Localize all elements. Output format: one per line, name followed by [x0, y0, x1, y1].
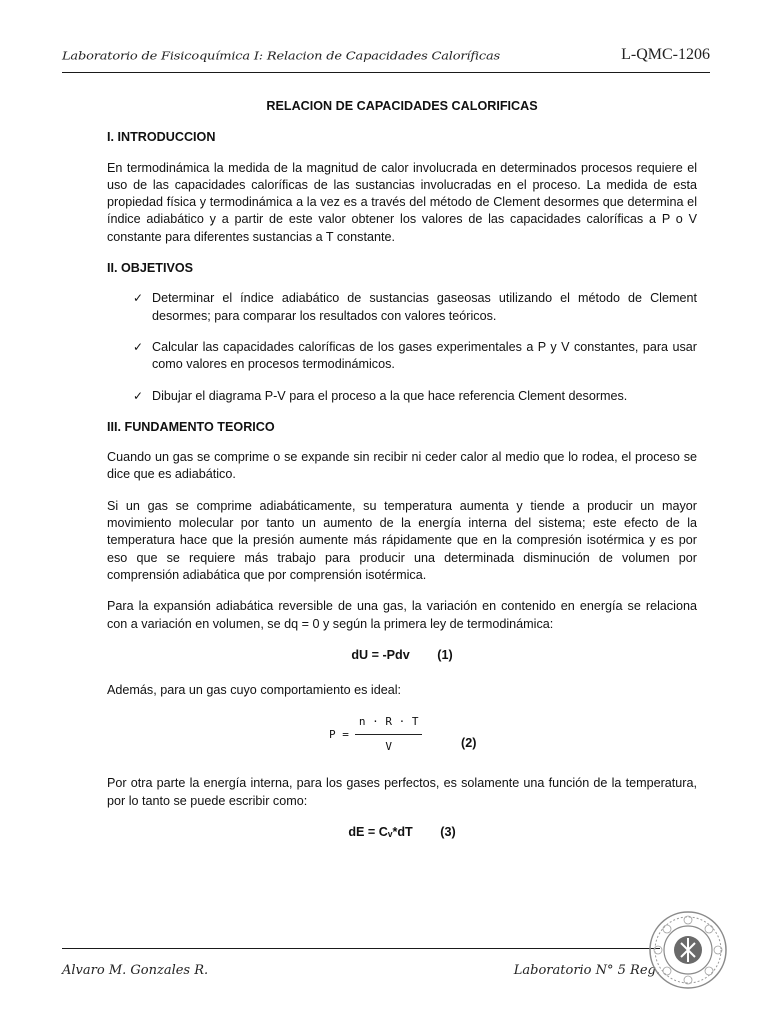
objective-item: [133, 290, 697, 325]
theory-paragraph-3: Para la expansión adiabática reversible de una gas, la variación en contenido en energía se relaciona con a variación en volumen, se dq = 0 y según la primera ley de termodinámica:: [107, 599, 697, 631]
footer-lab-number: Laboratorio N° 5 Reg.: [513, 963, 660, 978]
check-icon: ✓: [133, 388, 144, 403]
theory-paragraph-1: Cuando un gas se comprime o se expande sin recibir ni ceder calor al medio que lo rodea, el proceso se dice que es adiabático.: [107, 450, 697, 482]
equation-2-lhs: P =: [329, 727, 349, 741]
check-icon: ✓: [133, 291, 144, 306]
equation-2-denominator: V: [385, 739, 392, 753]
page-footer: [62, 948, 660, 983]
theory-paragraph-5: Por otra parte la energía interna, para los gases perfectos, es solamente una función de la temperatura, por lo tanto se puede escribir como:: [107, 776, 697, 808]
university-seal-icon: [648, 910, 728, 990]
section-heading-objetivos: II. OBJETIVOS: [107, 261, 194, 276]
document-title: RELACION DE CAPACIDADES CALORIFICAS: [266, 99, 538, 113]
footer-author: Alvaro M. Gonzales R.: [62, 963, 209, 978]
equation-2-formula: [329, 713, 422, 755]
section-heading-fundamento-teorico: III. FUNDAMENTO TEORICO: [107, 419, 275, 434]
intro-paragraph: En termodinámica la medida de la magnitud de calor involucrada en determinados procesos requiere el uso de las capacidades caloríficas de las sustancias involucradas en el proceso. La medida de esta propiedad física y termodinámica a la vez es a través del método de Clement desormes que determina el índice adiabático y a partir de este valor obtener los valores de las capacidades caloríficas a P o V constante para diferentes sustancias a T constante.: [107, 160, 697, 244]
objective-text: Calcular las capacidades caloríficas de los gases experimentales a P y V constantes, para usar como valores en procesos termodinámicos.: [152, 339, 697, 372]
equation-1-number: (1): [437, 647, 453, 662]
header-course-code: L-QMC-1206: [621, 46, 710, 63]
objective-item: [133, 388, 697, 405]
objective-text: Dibujar el diagrama P-V para el proceso a la que hace referencia Clement desormes.: [152, 388, 628, 403]
equation-1-expression: dU = -Pdv: [351, 647, 410, 662]
check-icon: ✓: [133, 339, 144, 354]
objectives-list: [107, 290, 697, 404]
equation-2-numerator: n · R · T: [355, 713, 423, 734]
objective-item: [133, 339, 697, 374]
equation-3-expression: dE = Cᵥ*dT: [348, 825, 413, 840]
section-heading-introduccion: I. INTRODUCCION: [107, 130, 216, 145]
equation-2-fraction: [355, 713, 423, 755]
equation-3: [107, 824, 697, 841]
objective-text: Determinar el índice adiabático de sustancias gaseosas utilizando el método de Clement desormes; para comparar los resultados con valores teóricos.: [152, 291, 697, 323]
header-course-title: Laboratorio de Fisicoquímica I: Relacion de Capacidades Caloríficas: [62, 50, 501, 63]
equation-3-number: (3): [440, 825, 456, 840]
equation-1: [107, 647, 697, 664]
document-body: [107, 98, 697, 859]
equation-2: [107, 709, 697, 761]
theory-paragraph-4: Además, para un gas cuyo comportamiento es ideal:: [107, 683, 402, 698]
page-header: [62, 44, 710, 73]
theory-paragraph-2: Si un gas se comprime adiabáticamente, su temperatura aumenta y tiende a producir un mayor movimiento molecular por tanto un aumento de la energía interna del sistema; este efecto de la temperatura hace que la presión aumente más rápidamente que en la compresión isotérmica y es por eso que se requiere más trabajo para producir una determinada disminución de volumen por comprensión adiabática que por comprensión isotérmica.: [107, 498, 697, 582]
equation-2-number: (2): [461, 736, 477, 751]
